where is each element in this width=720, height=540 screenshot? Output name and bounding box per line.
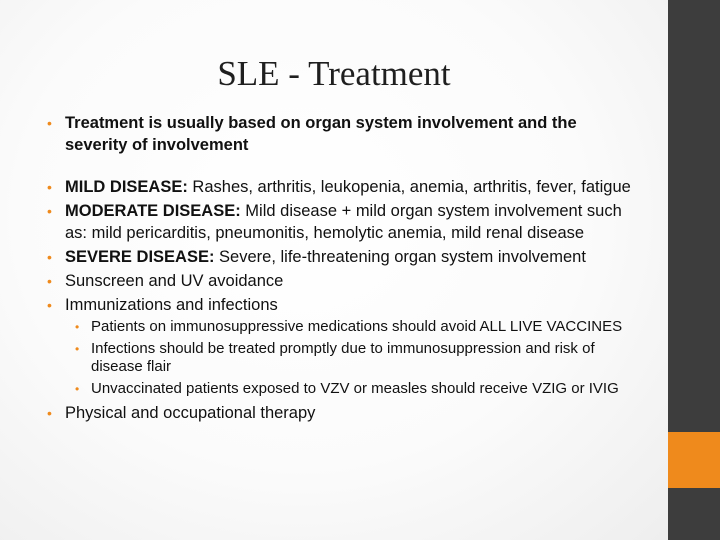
sub-bullet-icon: • xyxy=(75,382,80,396)
sub-list-item xyxy=(71,340,637,376)
list-item xyxy=(47,246,637,268)
item-text: Physical and occupational therapy xyxy=(65,404,316,422)
bullet-icon: • xyxy=(47,115,52,131)
list-item xyxy=(47,270,637,292)
bullet-icon: • xyxy=(47,179,52,195)
sub-list-item xyxy=(71,318,637,336)
item-text: Sunscreen and UV avoidance xyxy=(65,272,284,290)
item-label: MILD DISEASE: xyxy=(65,178,188,196)
item-label: SEVERE DISEASE: xyxy=(65,248,215,266)
item-text: Rashes, arthritis, leukopenia, anemia, arthritis, fever, fatigue xyxy=(187,178,631,196)
bullet-list xyxy=(47,112,637,426)
list-item xyxy=(47,176,637,198)
sub-bullet-list xyxy=(65,318,637,398)
bullet-icon: • xyxy=(47,297,52,313)
item-text: Treatment is usually based on organ system involvement and the severity of involvement xyxy=(65,114,577,154)
item-text: Severe, life-threatening organ system involvement xyxy=(214,248,586,266)
list-item xyxy=(47,402,637,424)
bullet-icon: • xyxy=(47,203,52,219)
sub-item-text: Unvaccinated patients exposed to VZV or measles should receive VZIG or IVIG xyxy=(91,380,619,397)
sub-item-text: Infections should be treated promptly due to immunosuppression and risk of disease flair xyxy=(91,340,595,375)
bullet-icon: • xyxy=(47,249,52,265)
slide-title: SLE - Treatment xyxy=(217,54,451,93)
sub-item-text: Patients on immunosuppressive medications should avoid ALL LIVE VACCINES xyxy=(91,318,623,335)
sidebar-accent-block xyxy=(668,432,720,488)
list-item xyxy=(47,112,637,156)
item-text: Mild disease + mild organ system involvement such as: mild pericarditis, pneumonitis, hemolytic anemia, mild renal disease xyxy=(65,202,622,242)
item-text: Immunizations and infections xyxy=(65,296,278,314)
list-item xyxy=(47,200,637,244)
sub-bullet-icon: • xyxy=(75,320,80,334)
bullet-icon: • xyxy=(47,273,52,289)
bullet-icon: • xyxy=(47,405,52,421)
sub-list-item xyxy=(71,380,637,398)
sub-bullet-icon: • xyxy=(75,342,80,356)
item-label: MODERATE DISEASE: xyxy=(65,202,241,220)
list-item xyxy=(47,294,637,398)
